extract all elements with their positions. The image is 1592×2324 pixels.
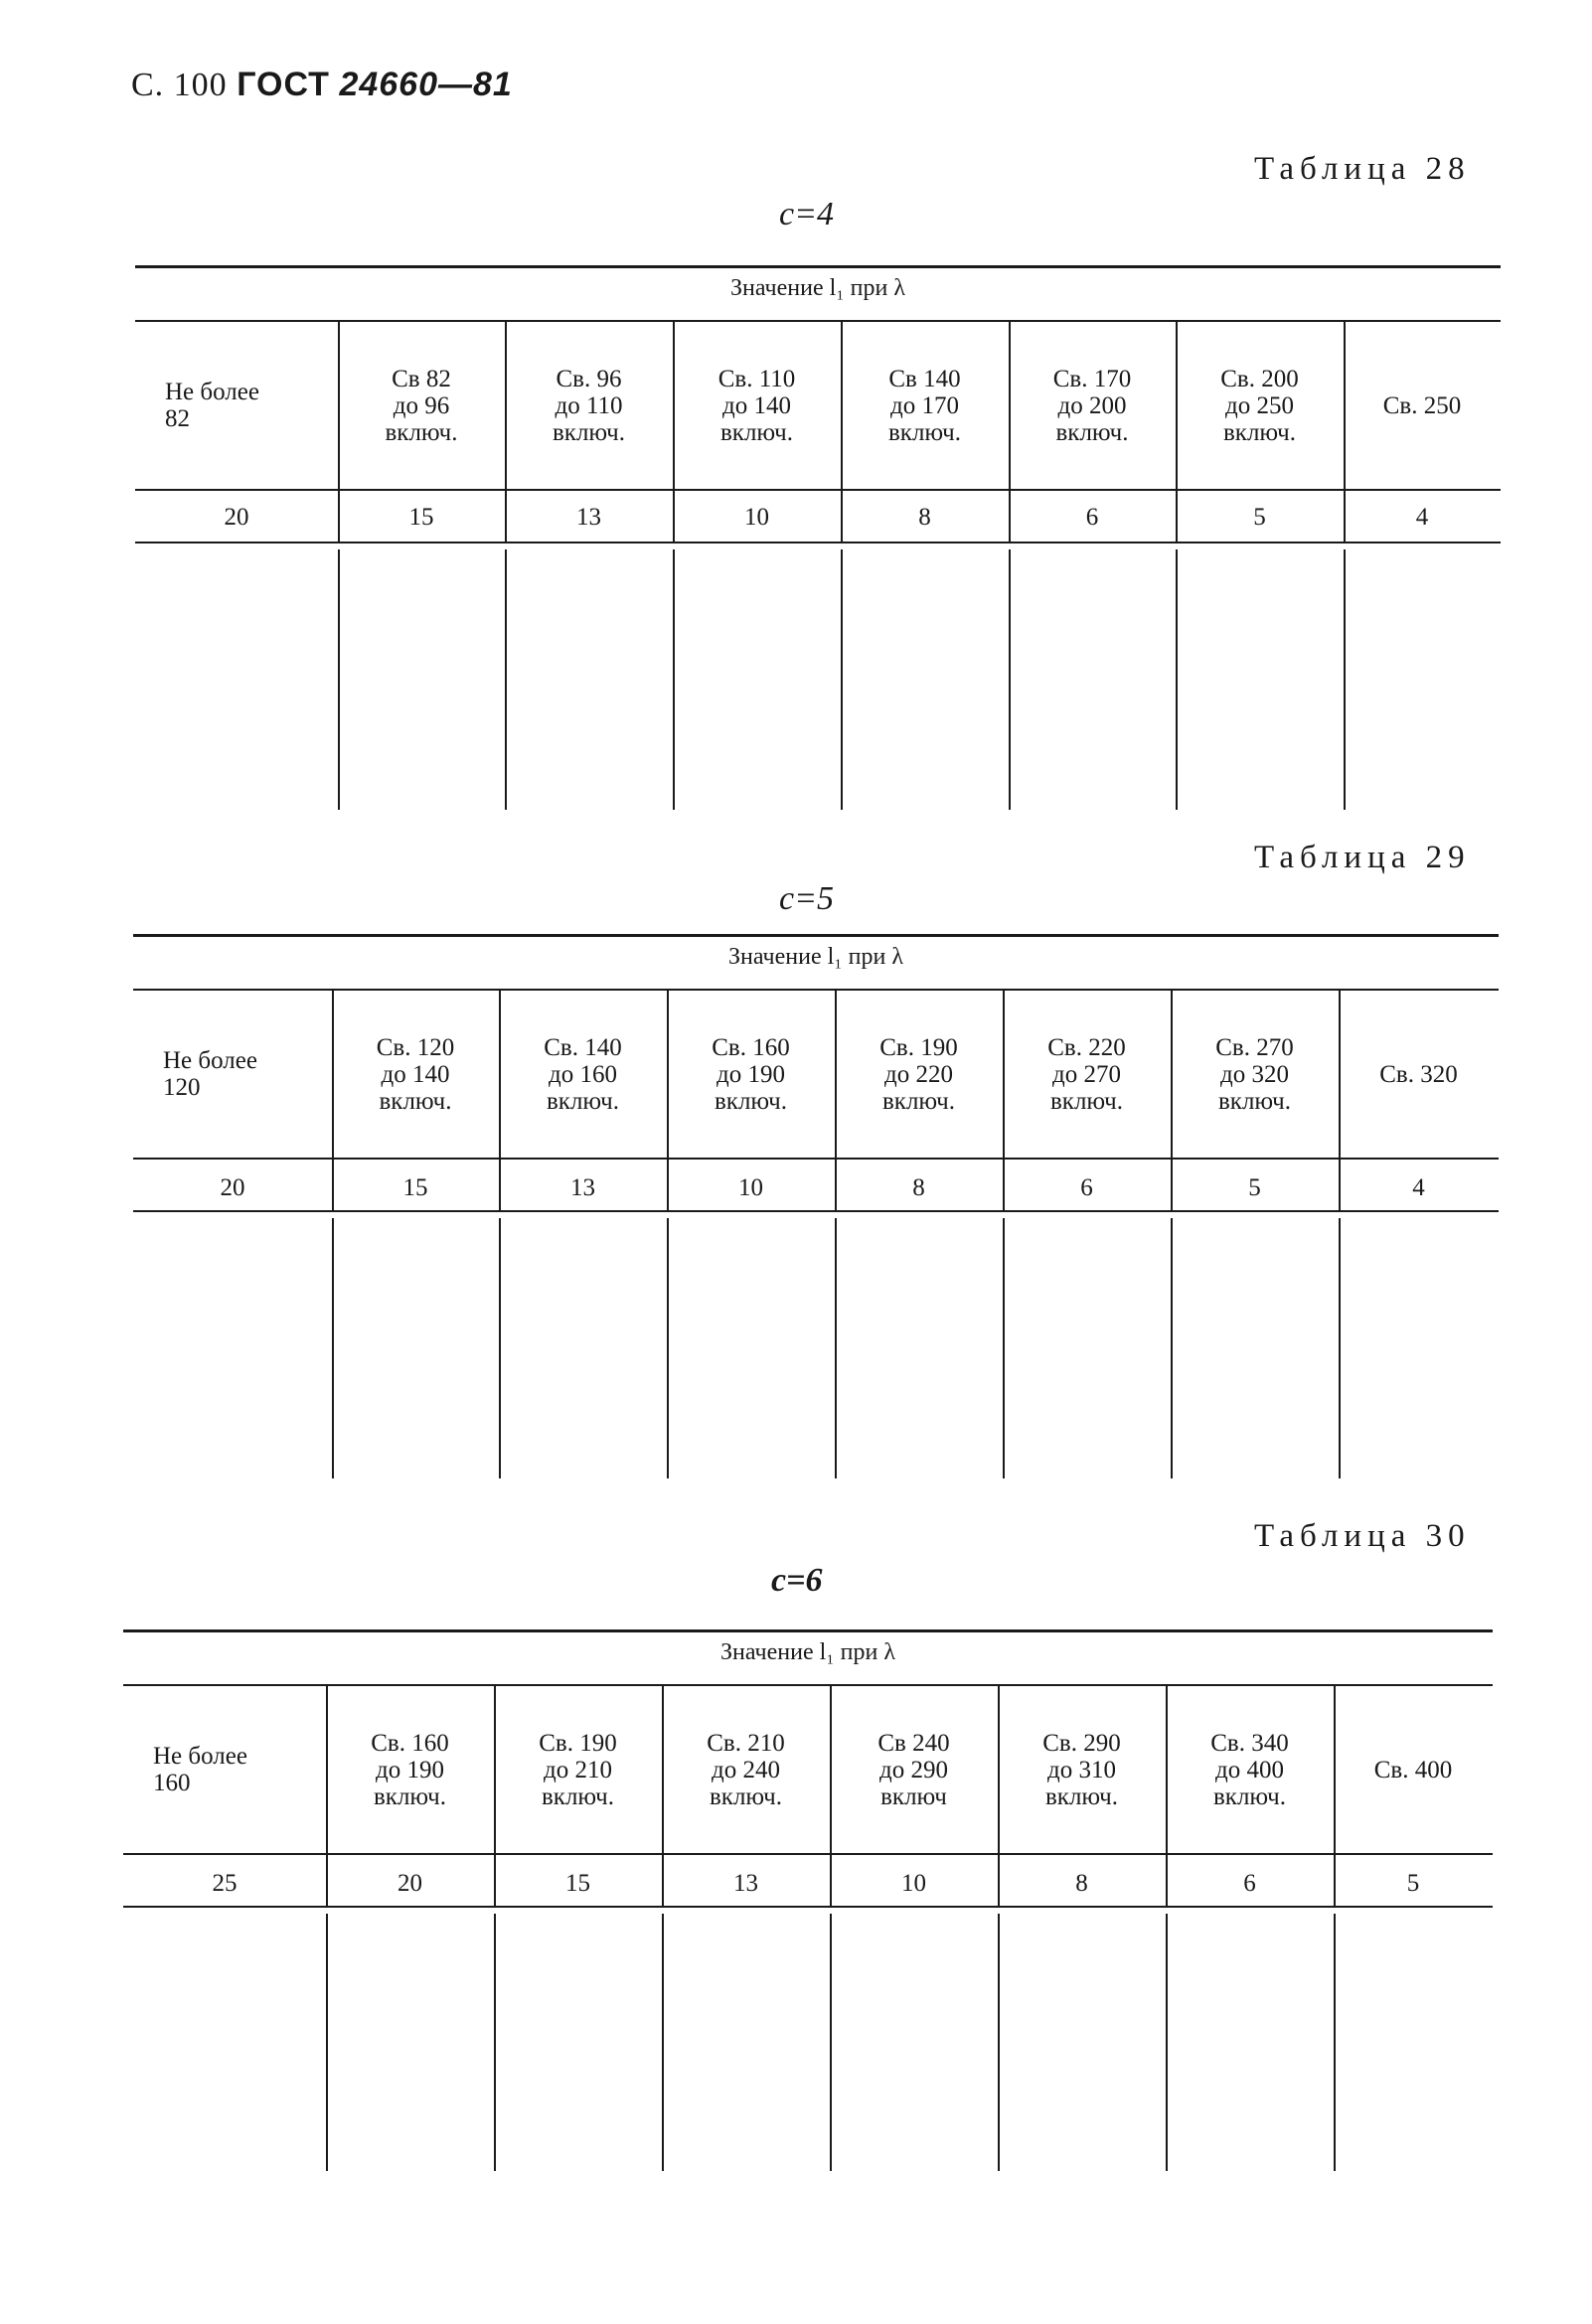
- standard-number: 24660—81: [339, 66, 513, 103]
- value-cell: 5: [1406, 1870, 1420, 1897]
- value-cell: 10: [901, 1870, 926, 1897]
- column-header-text: Св. 110 до 140 включ.: [717, 365, 796, 446]
- page-number: С. 100: [131, 67, 228, 103]
- column-divider-tail: [673, 549, 675, 810]
- column-header-text: Св. 170 до 200 включ.: [1052, 365, 1132, 446]
- column-header: [667, 991, 835, 1158]
- column-header-text: Св. 190 до 220 включ.: [879, 1033, 958, 1115]
- header-rule: [133, 1158, 1499, 1160]
- value-cell: 15: [408, 504, 434, 531]
- table-28-c-label: c=4: [779, 196, 835, 232]
- column-header-text: Св 140 до 170 включ.: [888, 365, 961, 446]
- column-header-text: Св. 120 до 140 включ.: [376, 1033, 455, 1115]
- column-header: [662, 1686, 830, 1853]
- standard-name: ГОСТ: [237, 66, 330, 103]
- column-header: [841, 322, 1009, 489]
- column-divider: [326, 1686, 328, 1906]
- value-cell: 25: [212, 1870, 238, 1897]
- column-header-text: Св. 160 до 190 включ.: [371, 1729, 449, 1810]
- column-header-text: Св. 250: [1382, 391, 1462, 419]
- column-divider: [1334, 1686, 1336, 1906]
- column-header: [1339, 991, 1499, 1158]
- column-divider: [1171, 991, 1173, 1210]
- column-divider: [1176, 322, 1178, 542]
- column-header-text: Св. 190 до 210 включ.: [539, 1729, 617, 1810]
- values-rule: [133, 1210, 1499, 1212]
- column-divider-tail: [499, 1218, 501, 1478]
- column-header: [673, 322, 841, 489]
- value-cell: 15: [402, 1174, 428, 1201]
- column-divider: [835, 991, 837, 1210]
- value-cell: 10: [744, 504, 769, 531]
- table-30-label: Таблица 30: [1254, 1518, 1471, 1554]
- column-header-text: Св. 200 до 250 включ.: [1220, 365, 1299, 446]
- column-header-text: Св. 96 до 110 включ.: [553, 365, 625, 446]
- column-divider: [662, 1686, 664, 1906]
- column-header-text: Св. 340 до 400 включ.: [1210, 1729, 1289, 1810]
- column-divider-tail: [1344, 549, 1346, 810]
- page-header: [131, 66, 513, 104]
- values-rule: [123, 1906, 1493, 1908]
- column-divider-tail: [326, 1914, 328, 2171]
- column-divider: [673, 322, 675, 542]
- values-rule: [135, 542, 1501, 543]
- value-cell: 8: [912, 1174, 925, 1201]
- column-divider-tail: [667, 1218, 669, 1478]
- value-cell: 6: [1243, 1870, 1256, 1897]
- column-header: [1176, 322, 1344, 489]
- value-cell: 8: [918, 504, 931, 531]
- column-header-text: Св. 290 до 310 включ.: [1042, 1729, 1121, 1810]
- column-divider: [667, 991, 669, 1210]
- table-29-label: Таблица 29: [1254, 840, 1471, 875]
- column-header-text: Св. 140 до 160 включ.: [544, 1033, 622, 1115]
- column-header-text: Св 240 до 290 включ: [877, 1729, 950, 1810]
- column-header: [835, 991, 1003, 1158]
- column-divider: [1009, 322, 1011, 542]
- column-divider: [1166, 1686, 1168, 1906]
- column-divider: [1339, 991, 1341, 1210]
- column-divider: [1344, 322, 1346, 542]
- column-divider-tail: [1171, 1218, 1173, 1478]
- table-30-c-label: c=6: [771, 1562, 823, 1599]
- value-cell: 20: [220, 1174, 245, 1201]
- column-divider: [998, 1686, 1000, 1906]
- column-divider: [499, 991, 501, 1210]
- column-divider-tail: [1003, 1218, 1005, 1478]
- column-divider: [332, 991, 334, 1210]
- column-divider-tail: [1009, 549, 1011, 810]
- column-header: [135, 322, 338, 489]
- column-divider-tail: [338, 549, 340, 810]
- column-header: [505, 322, 673, 489]
- value-cell: 13: [733, 1870, 758, 1897]
- column-header: [1003, 991, 1171, 1158]
- table-top-rule: [123, 1629, 1493, 1632]
- column-header: [133, 991, 332, 1158]
- table-top-rule: [133, 934, 1499, 937]
- column-header: [1009, 322, 1176, 489]
- column-divider: [505, 322, 507, 542]
- value-cell: 13: [576, 504, 601, 531]
- column-divider-tail: [1176, 549, 1178, 810]
- column-header: [1344, 322, 1501, 489]
- column-header: [499, 991, 667, 1158]
- column-divider: [830, 1686, 832, 1906]
- column-header: [494, 1686, 662, 1853]
- column-header-text: Св. 220 до 270 включ.: [1047, 1033, 1126, 1115]
- value-cell: 8: [1075, 1870, 1088, 1897]
- column-divider-tail: [1339, 1218, 1341, 1478]
- value-cell: 6: [1085, 504, 1099, 531]
- value-cell: 5: [1248, 1174, 1261, 1201]
- value-cell: 13: [570, 1174, 595, 1201]
- column-header-text: Св. 270 до 320 включ.: [1215, 1033, 1294, 1115]
- table-caption: Значение l₁ при λ: [730, 275, 905, 301]
- column-divider: [494, 1686, 496, 1906]
- column-header: [998, 1686, 1166, 1853]
- value-cell: 4: [1412, 1174, 1425, 1201]
- column-divider-tail: [998, 1914, 1000, 2171]
- column-header: [338, 322, 505, 489]
- table-caption: Значение l₁ при λ: [728, 944, 903, 970]
- column-header-text: Св. 400: [1373, 1756, 1453, 1783]
- column-divider: [1003, 991, 1005, 1210]
- column-divider-tail: [662, 1914, 664, 2171]
- column-header: [123, 1686, 326, 1853]
- value-cell: 4: [1415, 504, 1429, 531]
- column-divider-tail: [332, 1218, 334, 1478]
- column-divider: [338, 322, 340, 542]
- column-divider-tail: [494, 1914, 496, 2171]
- column-header-text: Св. 320: [1379, 1060, 1458, 1088]
- value-cell: 20: [224, 504, 249, 531]
- column-header: [1166, 1686, 1334, 1853]
- value-cell: 5: [1253, 504, 1266, 531]
- column-header: [1171, 991, 1339, 1158]
- value-cell: 20: [398, 1870, 422, 1897]
- table-29-c-label: c=5: [779, 880, 835, 917]
- column-divider-tail: [1334, 1914, 1336, 2171]
- column-header: [1334, 1686, 1493, 1853]
- table-28-label: Таблица 28: [1254, 151, 1471, 187]
- column-divider-tail: [1166, 1914, 1168, 2171]
- table-caption: Значение l₁ при λ: [720, 1639, 895, 1665]
- column-header: [332, 991, 499, 1158]
- column-divider: [841, 322, 843, 542]
- column-divider-tail: [830, 1914, 832, 2171]
- header-rule: [123, 1853, 1493, 1855]
- column-header-text: Не более 160: [153, 1743, 247, 1796]
- header-rule: [135, 489, 1501, 491]
- table-top-rule: [135, 265, 1501, 268]
- column-header-text: Св. 160 до 190 включ.: [712, 1033, 790, 1115]
- column-divider-tail: [505, 549, 507, 810]
- value-cell: 6: [1080, 1174, 1093, 1201]
- column-header-text: Не более 82: [165, 379, 259, 432]
- column-divider-tail: [841, 549, 843, 810]
- column-header: [326, 1686, 494, 1853]
- column-header-text: Св 82 до 96 включ.: [385, 365, 458, 446]
- value-cell: 15: [565, 1870, 590, 1897]
- column-divider-tail: [835, 1218, 837, 1478]
- value-cell: 10: [738, 1174, 763, 1201]
- column-header-text: Не более 120: [163, 1047, 257, 1101]
- column-header-text: Св. 210 до 240 включ.: [707, 1729, 785, 1810]
- column-header: [830, 1686, 998, 1853]
